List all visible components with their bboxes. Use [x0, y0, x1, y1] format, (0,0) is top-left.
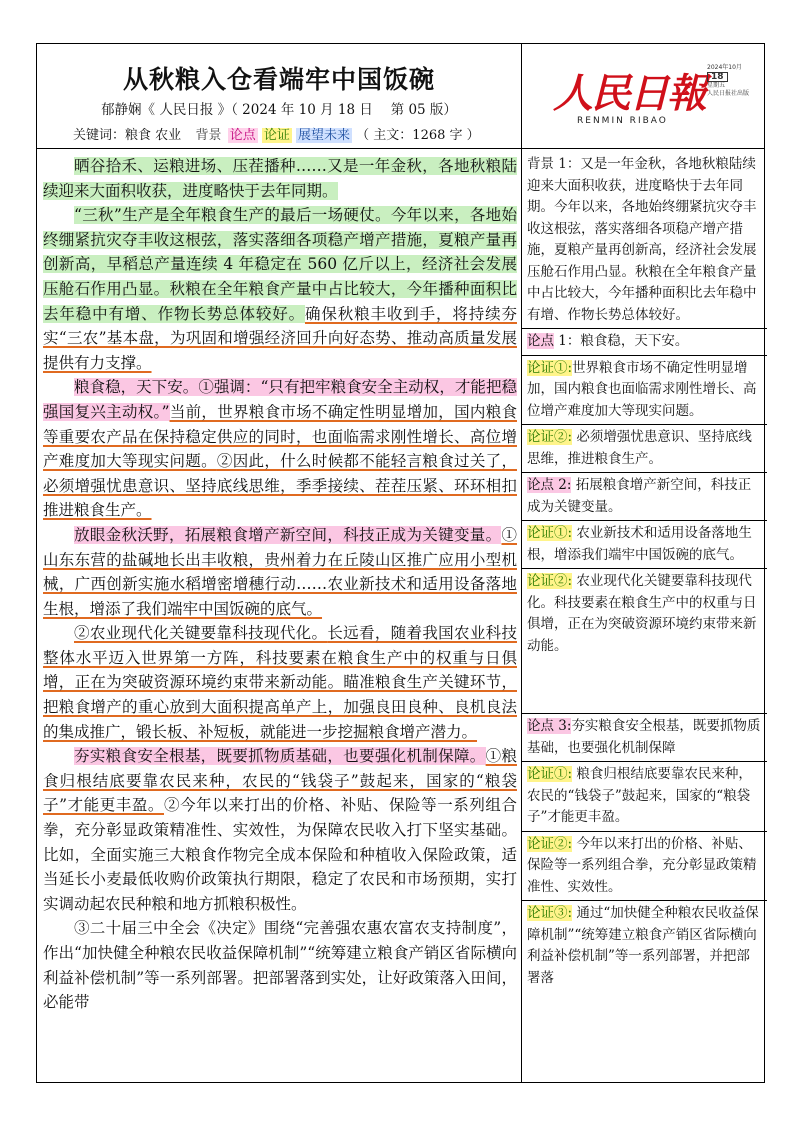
tag-outlook: 展望未来	[298, 128, 351, 143]
header-divider	[37, 148, 764, 149]
summary-text: 1：粮食稳，天下安。	[554, 333, 689, 349]
summary-label: 背景 1：	[527, 156, 581, 172]
summary-text: 农业现代化关键要靠科技现代化。科技要素在粮食生产中的权重与日俱增，正在为突破资源环境约束带来新动能。	[527, 573, 757, 654]
summary-evidence-7	[527, 903, 761, 989]
quote-text-1: ①强调：“只有把牢粮食安全主动权，才能把稳强国复兴主动权。”	[43, 378, 517, 421]
summary-divider	[521, 713, 767, 714]
evidence-text-7: ②今年以来打出的价格、补贴、保险等一系列组合拳，充分彰显政策精准性、实效性，为保障农民收入打下坚实基础。比如，全面实施三大粮食作物完全成本保险和种植收入保险政策，适当延长小麦最低收购价政策执行期限，稳定了农民和市场预期，实打实调动起农民种粮和地方抓粮积极性。	[43, 796, 517, 913]
point-text-3: 夯实粮食安全根基，既要抓物质基础，也要强化机制保障。	[74, 747, 486, 766]
summary-text: 夯实粮食安全根基，既要抓物质基础，也要强化机制保障	[527, 718, 761, 756]
summary-divider	[521, 831, 767, 832]
summary-spacer	[527, 657, 761, 711]
paragraph-3	[43, 375, 517, 523]
summary-evidence-6	[527, 834, 761, 899]
summary-divider	[521, 355, 767, 356]
column-divider	[521, 44, 522, 1082]
issue-day: 18	[707, 72, 728, 82]
summary-text: 拓展粮食增产新空间，科技正成为关键变量。	[527, 477, 752, 515]
summary-evidence-1	[527, 358, 761, 423]
evidence-text-8: ③二十届三中全会《决定》围绕“完善强农惠农富农支持制度”，作出“加快健全种粮农民收益保障机制”“统筹建立粮食产销区省际横向利益补偿机制”等一系列部署。把部署落到实处，让好政策落入田间，必能带	[43, 919, 517, 1012]
summary-label: 论证②:	[527, 429, 573, 445]
evidence-text-1: 当前，世界粮食市场不确定性明显增加，国内粮食等重要农产品在保持稳定供应的同时，也面临需求刚性增长、高位增产难度加大等现实问题。	[43, 402, 517, 471]
summary-evidence-5	[527, 764, 761, 829]
summary-text: 通过“加快健全种粮农民收益保障机制”“统筹建立粮食产销区省际横向利益补偿机制”等一系列部署，并把部署落	[527, 905, 759, 986]
summary-point-1	[527, 331, 761, 353]
summary-text: 必须增强忧患意识、坚持底线思维，推进粮食生产。	[527, 429, 752, 467]
summary-text: 农业新技术和适用设备落地生根，增添我们端牢中国饭碗的底气。	[527, 525, 752, 563]
newspaper-logo: 人民日報	[553, 70, 705, 117]
tag-evidence: 论证	[263, 128, 290, 143]
article-body	[43, 154, 517, 1015]
background-text-1: 晒谷拾禾、运粮进场、压茬播种……又是一年金秋，各地秋粮陆续迎来大面积收获，进度略快于去年同期。	[43, 157, 517, 200]
summary-point-2	[527, 475, 761, 518]
evidence-text-3: ①山东东营的盐碱地长出丰收粮，贵州着力在丘陵山区推广应用小型机械，广西创新实施水稻增密增穗行动……农业新技术和适用设备落地生根，增添了我们端牢中国饭碗的底气。	[43, 525, 517, 618]
summary-divider	[521, 520, 767, 521]
summary-label: 论证①:	[527, 525, 573, 541]
summary-label: 论证①:	[527, 359, 573, 376]
summary-divider	[521, 568, 767, 569]
evidence-text-6: ①粮食归根结底要靠农民来种，农民的“钱袋子”鼓起来，国家的“粮袋子”才能更丰盈。	[43, 747, 517, 815]
paragraph-7	[43, 916, 517, 1014]
summary-label: 论证①:	[527, 766, 573, 782]
summary-label: 论点 3:	[527, 718, 572, 734]
summary-label: 论证②:	[527, 573, 573, 589]
paragraph-2	[43, 203, 517, 375]
document-frame	[36, 43, 765, 1083]
summary-divider	[521, 761, 767, 762]
paragraph-6	[43, 744, 517, 916]
keywords-line	[73, 124, 480, 143]
issue-publisher: 人民日报社出版	[707, 90, 750, 97]
summary-text: 今年以来打出的价格、补贴、保险等一系列组合拳，充分彰显政策精准性、实效性。	[527, 835, 757, 895]
paragraph-4	[43, 523, 517, 621]
issue-dateline	[707, 64, 755, 124]
summary-label: 论证②:	[527, 835, 573, 852]
outlook-text-1: 确保秋粮丰收到手，将持续夯实“三农”基本盘，为巩固和增强经济回升向好态势、推动高质量发展提供有力支撑。	[43, 304, 517, 372]
evidence-text-2: ②因此，什么时候都不能轻言粮食过关了，必须增强忧患意识、坚持底线思维，季季接续、茬茬压紧、环环相扣推进粮食生产。	[43, 452, 517, 520]
summary-label: 论证③:	[527, 905, 573, 921]
tag-point: 论点	[229, 128, 256, 143]
summary-label: 论点 2:	[527, 477, 572, 493]
background-text-2: “三秋”生产是全年粮食生产的最后一场硬仗。今年以来，各地始终绷紧抗灾夺丰收这根弦，落实落细各项稳产增产措施，夏粮产量再创新高，早稻总产量连续 4 年稳定在 560 亿斤以上，经济社会发展压舱石作用凸显。秋粮在全年粮食产量中占比较大，今年播种面积比去年稳中有增、作物长势总体较好。	[43, 206, 517, 323]
newspaper-logo-sub: RENMIN RIBAO	[577, 116, 668, 126]
summary-text: 世界粮食市场不确定性明显增加，国内粮食也面临需求刚性增长、高位增产难度加大等现实问题。	[527, 359, 757, 419]
article-meta: 郁静娴《 人民日报 》（ 2024 年 10 月 18 日 第 05 版）	[101, 102, 457, 118]
tag-background: 背景	[195, 128, 222, 143]
summary-divider	[521, 328, 767, 329]
issue-weekday: 星期五	[707, 82, 726, 89]
point-text-2: 放眼金秋沃野，拓展粮食增产新空间，科技正成为关键变量。	[74, 525, 502, 544]
summary-divider	[521, 472, 767, 473]
issue-month: 2024年10月	[707, 64, 742, 71]
summary-point-3	[527, 716, 761, 759]
paragraph-5	[43, 621, 517, 744]
keywords-label: 关键词：粮食 农业	[73, 128, 182, 143]
summary-divider	[521, 900, 767, 901]
evidence-text-4: ②农业现代化关键要靠科技现代化。	[74, 624, 328, 643]
summary-text: 又是一年金秋，各地秋粮陆续迎来大面积收获，进度略快于去年同期。今年以来，各地始终绷紧抗灾夺丰收这根弦，落实落细各项稳产增产措施，夏粮产量再创新高，经济社会发展压舱石作用凸显。秋粮在全年粮食产量中占比较大，今年播种面积比去年稳中有增、作物长势总体较好。	[527, 156, 757, 323]
summary-evidence-4	[527, 571, 761, 657]
word-count: （ 主文：1268 字 ）	[356, 128, 480, 143]
point-text-1: 粮食稳，天下安。	[74, 378, 199, 397]
summary-text: 粮食归根结底要靠农民来种，农民的“钱袋子”鼓起来，国家的“粮袋子”才能更丰盈。	[527, 766, 752, 825]
evidence-text-5: 长远看，随着我国农业科技整体水平迈入世界第一方阵，科技要素在粮食生产中的权重与日俱增，正在为突破资源环境约束带来新动能。瞄准粮食生产关键环节，把粮食增产的重心放到大面积提高单产上，加强良田良种、良机良法的集成推广，锻长板、补短板，就能进一步挖掘粮食增产潜力。	[43, 624, 517, 741]
page-title: 从秋粮入仓看端牢中国饭碗	[122, 65, 435, 94]
summary-evidence-2	[527, 427, 761, 470]
summary-divider	[521, 424, 767, 425]
summary-column	[527, 154, 761, 989]
header	[37, 44, 521, 148]
summary-label: 论点	[527, 333, 554, 349]
summary-evidence-3	[527, 523, 761, 566]
summary-background-1	[527, 154, 761, 326]
newspaper-masthead	[523, 44, 765, 148]
paragraph-1	[43, 154, 517, 203]
